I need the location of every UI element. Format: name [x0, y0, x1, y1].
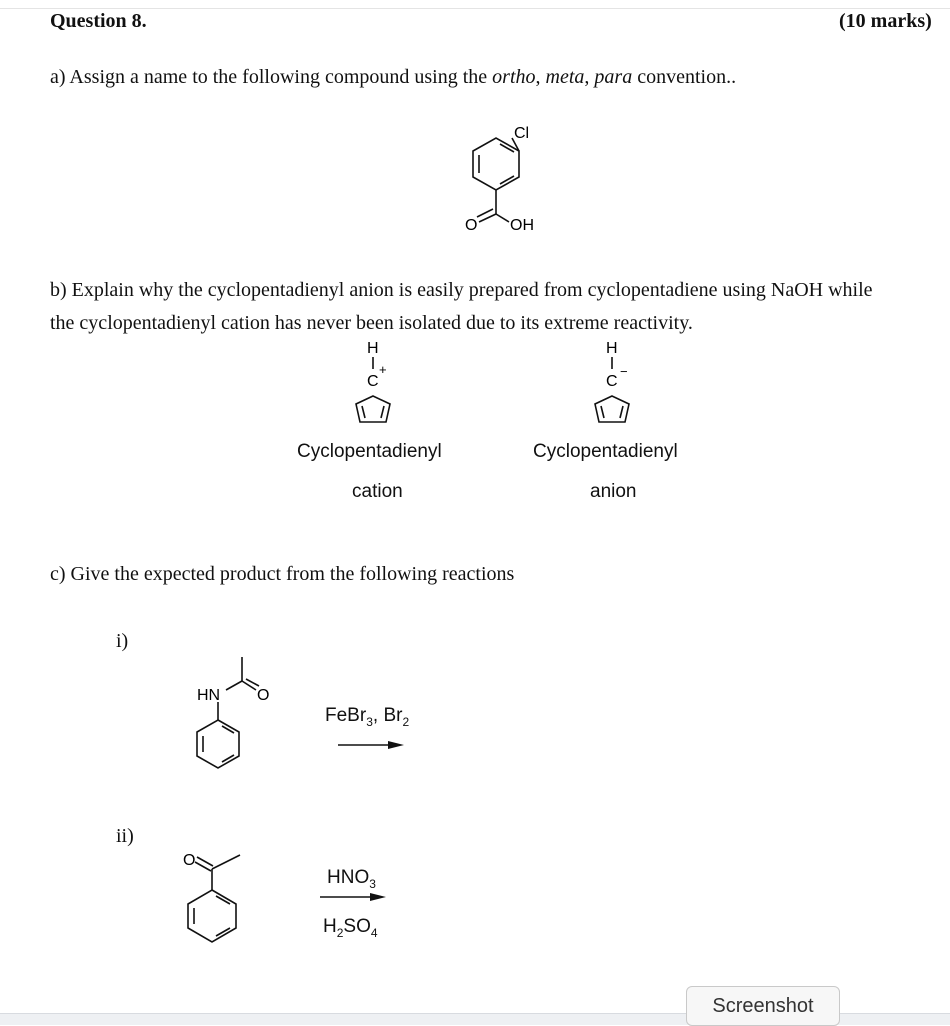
reaction-2-top-reagent: $HNO_3$: [327, 867, 376, 891]
reaction-2-label: ii): [116, 825, 134, 847]
cation-name: Cyclopentadienyl: [297, 441, 442, 462]
cation-type: cation: [352, 481, 403, 502]
part-c-prompt: c) Give the expected product from the following reactions: [50, 563, 515, 585]
svg-text:HN: HN: [197, 687, 221, 704]
acetophenone-structure: [180, 845, 280, 955]
part-b-line2: the cyclopentadienyl cation has never been isolated due to its extreme reactivity.: [50, 312, 693, 334]
reaction-1-arrow: [338, 738, 408, 752]
reaction-1-reagents: FeBr$_3$, $Br_2$: [325, 705, 410, 729]
reaction-2-bottom-reagent: $H_2SO_4$: [323, 916, 378, 940]
anion-name: Cyclopentadienyl: [533, 441, 678, 462]
top-divider: [0, 8, 950, 9]
svg-text:H: H: [367, 340, 379, 357]
anion-type: anion: [590, 481, 637, 502]
svg-text:O: O: [183, 852, 196, 869]
cl-label: Cl: [514, 125, 530, 142]
svg-text:+: +: [379, 362, 387, 377]
question-title: Question 8.: [50, 10, 147, 32]
svg-text:C: C: [606, 373, 618, 390]
svg-text:−: −: [620, 364, 628, 379]
question-marks: (10 marks): [839, 10, 932, 32]
chlorobenzoic-acid-structure: [430, 118, 550, 238]
carbonyl-o-label: O: [465, 217, 478, 234]
screenshot-button[interactable]: Screenshot: [686, 986, 840, 1026]
reaction-1-label: i): [116, 630, 129, 652]
svg-text:H: H: [606, 340, 618, 357]
acetanilide-structure: [190, 650, 290, 780]
anion-structure: [579, 338, 649, 428]
part-a-prompt: a) Assign a name to the following compound using the ortho, meta, para convention..: [50, 66, 737, 88]
svg-text:C: C: [367, 373, 379, 390]
reaction-2-arrow: [320, 890, 390, 904]
hydroxyl-label: OH: [510, 217, 534, 234]
svg-text:O: O: [257, 687, 270, 704]
cation-structure: [340, 338, 410, 428]
part-b-line1: b) Explain why the cyclopentadienyl anion is easily prepared from cyclopentadiene using NaOH while: [50, 279, 873, 301]
